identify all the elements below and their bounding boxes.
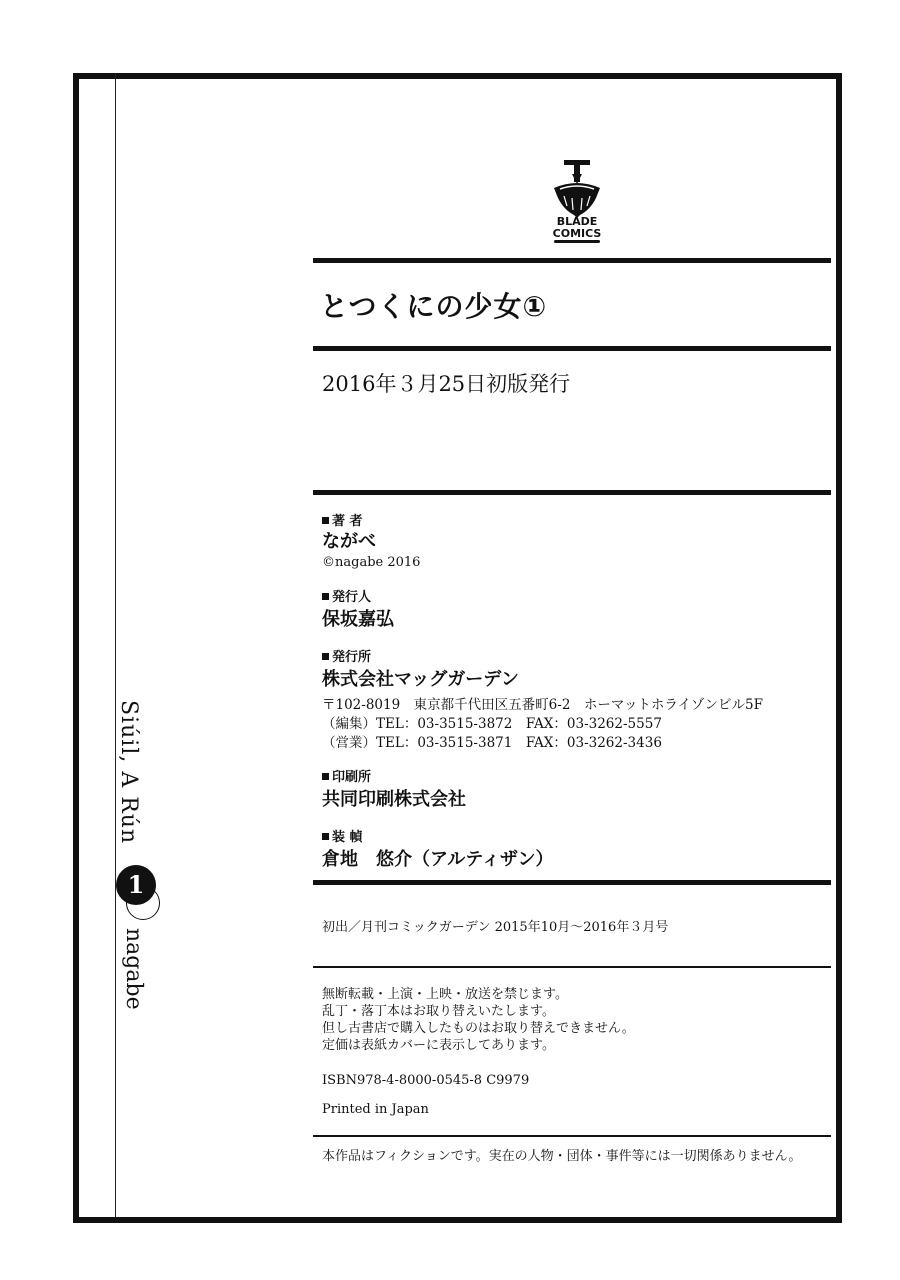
rule: [313, 346, 831, 351]
spine-author: nagabe: [121, 928, 146, 1010]
design-label: 装 幀: [322, 826, 363, 845]
notice-block: [322, 986, 635, 1054]
notice-line: 乱丁・落丁本はお取り替えいたします。: [322, 1004, 555, 1019]
spine-divider: [115, 73, 116, 1217]
book-title: とつくにの少女①: [320, 290, 548, 323]
publisher-person-label: 発行人: [322, 586, 371, 605]
designer: 倉地 悠介（アルティザン）: [322, 849, 554, 870]
rule: [313, 880, 831, 885]
printer-name: 共同印刷株式会社: [322, 789, 466, 810]
isbn: ISBN978-4-8000-0545-8 C9979: [322, 1073, 530, 1088]
fiction-disclaimer: 本作品はフィクションです。実在の人物・団体・事件等には一切関係ありません。: [322, 1149, 802, 1164]
publisher-label: 発行所: [322, 646, 371, 665]
floating-island-icon: [540, 158, 614, 218]
printer-label: 印刷所: [322, 766, 371, 785]
notice-line: 無断転載・上演・上映・放送を禁じます。: [322, 987, 568, 1002]
rule: [313, 258, 831, 263]
publisher-person: 保坂嘉弘: [322, 609, 394, 630]
publisher-address: 〒102-8019 東京都千代田区五番町6-2 ホーマットホライゾンビル5F （編集）TEL：03-3515-3872 FAX：03-3262-5557 （営業）TEL：03-3515-3871 FAX：03-3262-3436: [322, 697, 763, 751]
author-name: ながべ: [322, 531, 376, 552]
printed-in: Printed in Japan: [322, 1102, 429, 1117]
copyright: ©nagabe 2016: [322, 555, 421, 570]
logo-wordmark: BLADE COMICS: [552, 215, 602, 240]
notice-line: 但し古書店で購入したものはお取り替えできません。: [322, 1021, 635, 1036]
spine-title: Siúil, A Rún: [116, 700, 141, 845]
volume-number: 1: [116, 865, 156, 905]
blade-comics-logo: [540, 158, 614, 242]
first-appearance: 初出／月刊コミックガーデン 2015年10月～2016年３月号: [322, 920, 669, 935]
author-label: 著 者: [322, 510, 363, 529]
rule: [313, 490, 831, 495]
rule: [313, 1135, 831, 1137]
notice-line: 定価は表紙カバーに表示してあります。: [322, 1038, 555, 1053]
spine: [108, 700, 158, 1030]
publication-date: 2016年３月25日初版発行: [322, 372, 571, 396]
logo-underline: [554, 240, 600, 243]
publisher-name: 株式会社マッグガーデン: [322, 669, 519, 690]
rule: [313, 966, 831, 968]
